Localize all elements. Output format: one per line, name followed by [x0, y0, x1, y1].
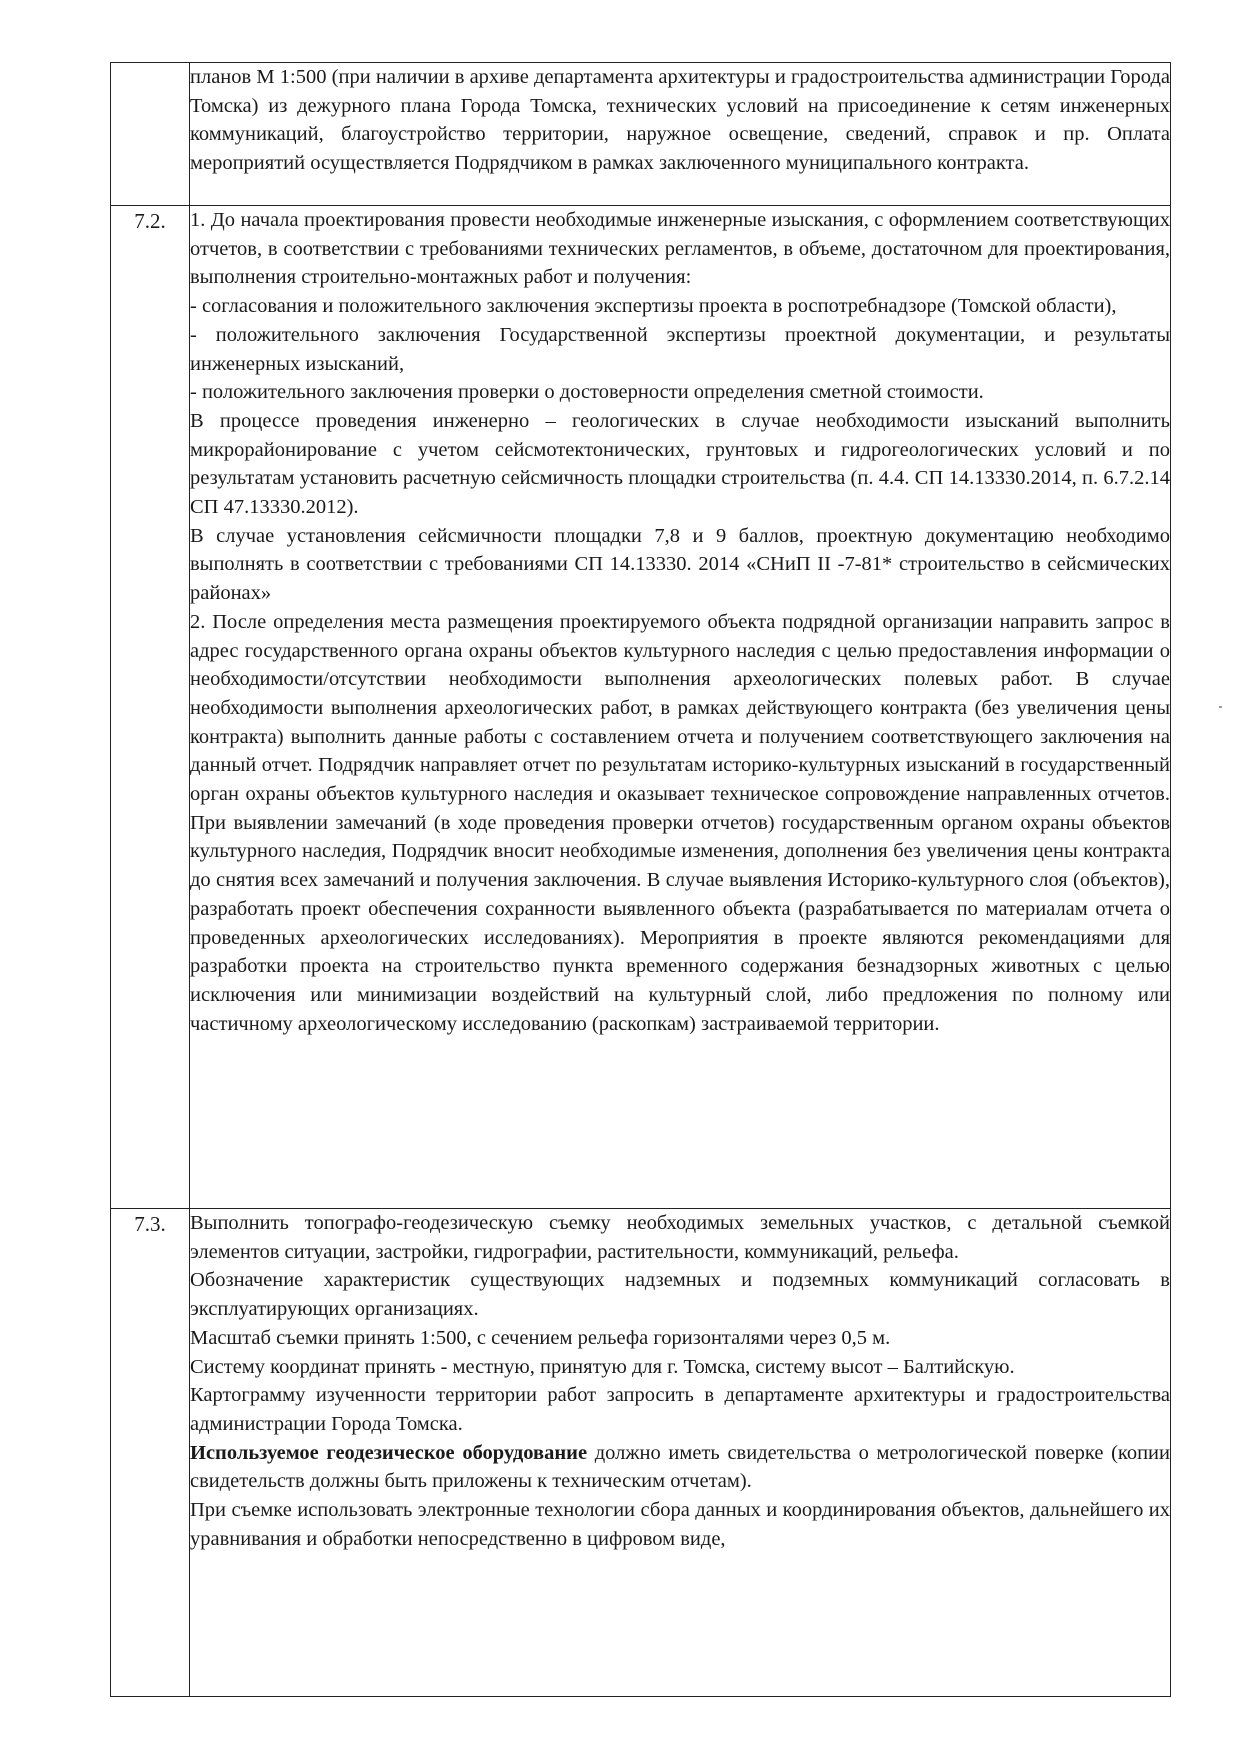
table-row — [111, 63, 1171, 206]
row-number: 7.3. — [134, 1212, 166, 1236]
paragraph: 1. До начала проектирования провести необходимые инженерные изыскания, с оформлением соответствующих отчетов, в соответствии с требованиями технических регламентов, в объеме, достаточном для проектирования, выполнения строительно-монтажных работ и получения: — [190, 209, 1170, 289]
paragraph: - положительного заключения проверки о достоверности определения сметной стоимости. — [190, 381, 984, 404]
equipment-emphasis: Используемое геодезическое оборудование — [190, 1441, 588, 1464]
paragraph: 2. После определения места размещения проектируемого объекта подрядной организации направить запрос в адрес государственного органа охраны объектов культурного наследия с целью предоставления информации о необходимости/отсутствии необходимости выполнения археологических полевых работ. В случае необходимости выполнения археологических работ, в рамках действующего контракта (без увеличения цены контракта) выполнить данные работы с составлением отчета и получением соответствующего заключения на данный отчет. Подрядчик направляет отчет по результатам историко-культурных изысканий в государственный орган охраны объектов культурного наследия и оказывает техническое сопровождение направленных отчетов. При выявлении замечаний (в ходе проведения проверки отчетов) государственным органом охраны объектов культурного наследия, Подрядчик вносит необходимые изменения, дополнения без увеличения цены контракта до снятия всех замечаний и получения заключения. В случае выявления Историко-культурного слоя (объектов), разработать проект обеспечения сохранности выявленного объекта (разрабатывается по материалам отчета о проведенных археологических исследованиях). Мероприятия в проекте являются рекомендациями для разработки проекта на строительство пункта временного содержания безнадзорных животных с целью исключения или минимизации воздействий на культурный слой, либо предложения по полному или частичному археологическому исследованию (раскопкам) застраиваемой территории. — [190, 610, 1170, 1035]
paragraph: Выполнить топографо-геодезическую съемку необходимых земельных участков, с детальной съемкой элементов ситуации, застройки, гидрографии, растительности, коммуникаций, рельефа. — [190, 1212, 1170, 1263]
row-number-cell — [111, 1209, 190, 1697]
paragraph: В случае установления сейсмичности площадки 7,8 и 9 баллов, проектную документацию необходимо выполнять в соответствии с требованиями СП 14.13330. 2014 «СНиП II -7-81* строительство в сейсмических районах» — [190, 524, 1170, 605]
paragraph: Картограмму изученности территории работ запросить в департаменте архитектуры и градостроительства администрации Города Томска. — [190, 1384, 1170, 1435]
paragraph: В процессе проведения инженерно – геологических в случае необходимости изысканий выполнить микрорайонирование с учетом сейсмотектонических, грунтовых и гидрогеологических условий и по результатам установить расчетную сейсмичность площадки строительства (п. 4.4. СП 14.13330.2014, п. 6.7.2.14 СП 47.13330.2012). — [190, 409, 1170, 519]
paragraph: - согласования и положительного заключения экспертизы проекта в роспотребнадзоре (Томской области), — [190, 295, 1117, 318]
requirements-table — [110, 62, 1171, 1697]
equipment-text: должно иметь свидетельства о метрологической поверке (копии свидетельств должны быть приложены к техническим отчетам). — [190, 1441, 1171, 1493]
row-text-cell — [190, 206, 1171, 1209]
row-number-cell — [111, 63, 190, 206]
equipment-paragraph — [190, 1439, 1170, 1496]
row-number: 7.2. — [134, 209, 166, 233]
paragraph: Обозначение характеристик существующих надземных и подземных коммуникаций согласовать в эксплуатирующих организациях. — [190, 1269, 1170, 1321]
row-text-cell — [190, 1209, 1171, 1697]
paragraph: При съемке использовать электронные технологии сбора данных и координирования объектов, дальнейшего их уравнивания и обработки непосредственно в цифровом виде, — [190, 1499, 1170, 1550]
row-text-cell — [190, 63, 1171, 206]
table-row — [111, 1209, 1171, 1697]
paragraph: Систему координат принять - местную, принятую для г. Томска, систему высот – Балтийскую. — [190, 1355, 1015, 1378]
paragraph: - положительного заключения Государственной экспертизы проектной документации, и результаты инженерных изысканий, — [190, 323, 1170, 375]
table-row — [111, 206, 1171, 1209]
paragraph: Масштаб съемки принять 1:500, с сечением рельефа горизонталями через 0,5 м. — [190, 1326, 891, 1349]
row-number-cell — [111, 206, 190, 1209]
scan-dot — [1219, 706, 1222, 708]
paragraph: планов М 1:500 (при наличии в архиве департамента архитектуры и градостроительства администрации Города Томска) из дежурного плана Города Томска, технических условий на присоединение к сетям инженерных коммуникаций, благоустройство территории, наружное освещение, сведений, справок и пр. Оплата мероприятий осуществляется Подрядчиком в рамках заключенного муниципального контракта. — [190, 66, 1170, 175]
